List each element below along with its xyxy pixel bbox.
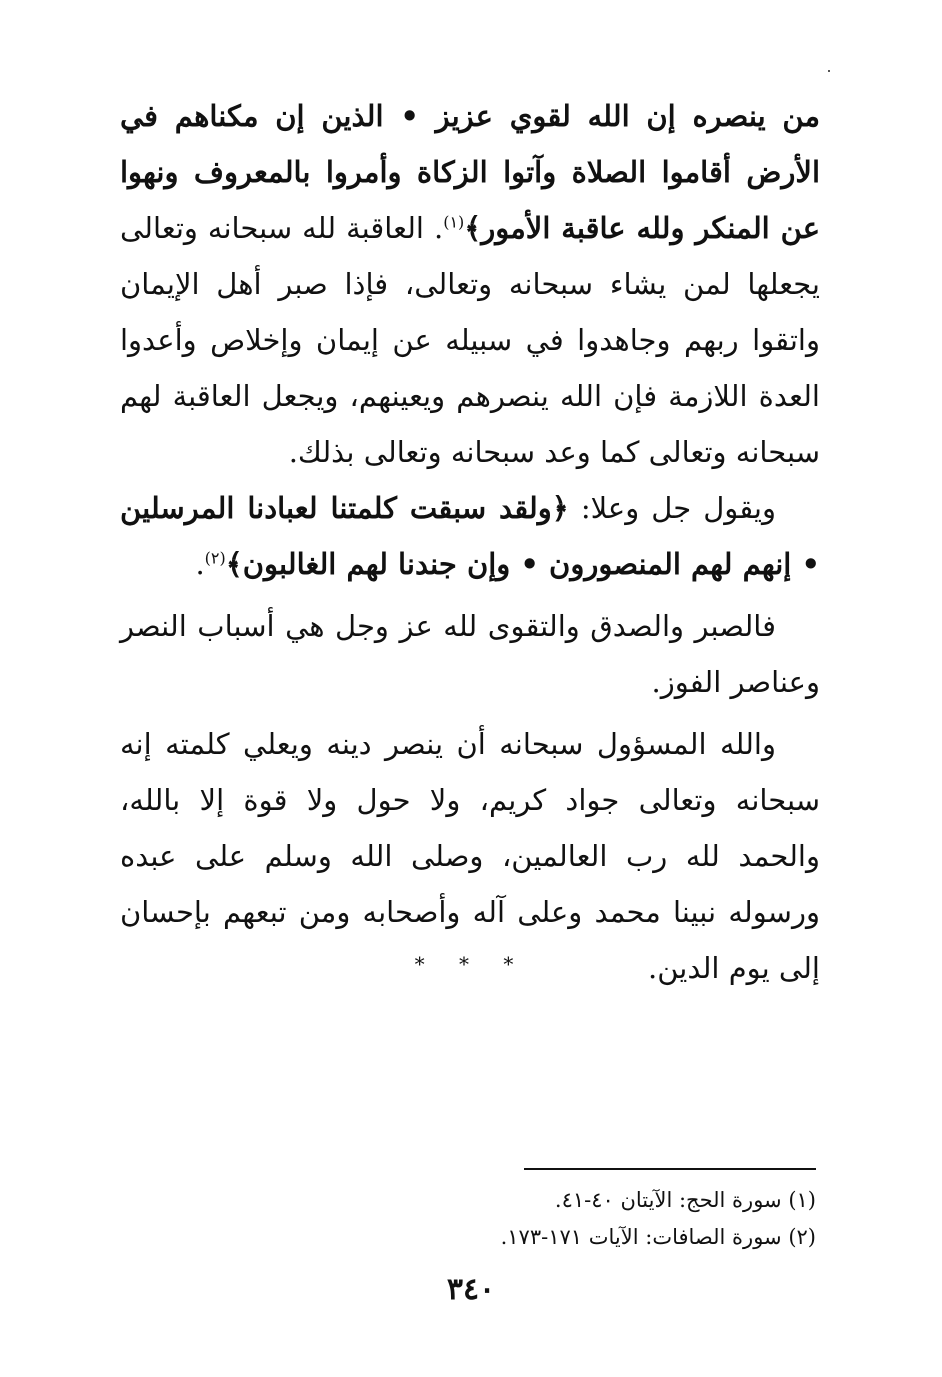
section-separator: * * * (414, 952, 528, 976)
paragraph-1-commentary: . العاقبة لله سبحانه وتعالى يجعلها لمن يشاء سبحانه وتعالى، فإذا صبر أهل الإيمان واتقوا ربهم وجاهدوا في سبيله عن إيمان وإخلاص وأعدوا العدة اللازمة فإن الله ينصرهم ويعينهم، ويجعل العاقبة لهم سبحانه وتعالى كما وعد سبحانه وتعالى بذلك. (120, 211, 820, 469)
paragraph-4-text: والله المسؤول سبحانه أن ينصر دينه ويعلي كلمته إنه سبحانه وتعالى جواد كريم، ولا حول ولا قوة إلا بالله، والحمد لله رب العالمين، وصلى الله وسلم على عبده ورسوله نبينا محمد وعلى آله وأصحابه ومن تبعهم بإحسان إلى يوم الدين. (120, 727, 820, 985)
scan-speck (828, 70, 830, 72)
paragraph-1 (120, 88, 820, 480)
footnote-2: (٢) سورة الصافات: الآيات ١٧١-١٧٣. (500, 1225, 816, 1249)
paragraph-3-text: فالصبر والصدق والتقوى لله عز وجل هي أسباب النصر وعناصر الفوز. (120, 609, 820, 699)
footnotes (156, 1182, 816, 1256)
paragraph-2-end: . (195, 547, 205, 581)
quran-verse-hajj: من ينصره إن الله لقوي عزيز • الذين إن مكناهم في الأرض أقاموا الصلاة وآتوا الزكاة وأمروا بالمعروف ونهوا عن المنكر ولله عاقبة الأمور﴾ (120, 99, 820, 245)
paragraph-2 (120, 480, 820, 592)
page-number: ٣٤٠ (446, 1272, 496, 1307)
footnote-1: (١) سورة الحج: الآيتان ٤٠-٤١. (554, 1188, 816, 1212)
footnote-ref-1[interactable]: (١) (443, 212, 465, 232)
paragraph-3 (120, 598, 820, 710)
footnote-divider (524, 1168, 816, 1170)
quran-verse-saffat: ﴿ولقد سبقت كلمتنا لعبادنا المرسلين • إنهم لهم المنصورون • وإن جندنا لهم الغالبون﴾ (120, 491, 820, 581)
paragraph-2-intro: ويقول جل وعلا: (568, 491, 777, 525)
footnote-ref-2[interactable]: (٢) (204, 548, 226, 568)
